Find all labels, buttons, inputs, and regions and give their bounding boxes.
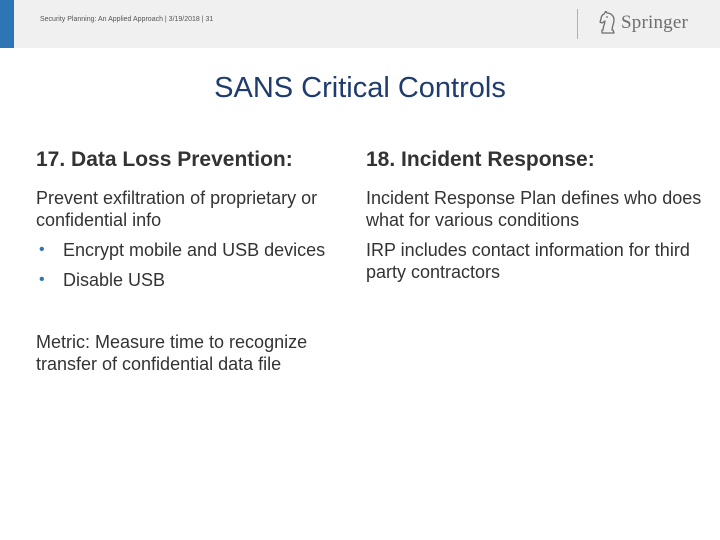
accent-bar xyxy=(0,0,14,48)
left-heading: 17. Data Loss Prevention: xyxy=(36,148,293,171)
logo-text: Springer xyxy=(621,12,689,33)
bullet-text: Disable USB xyxy=(63,270,166,290)
bullet-text: Encrypt mobile and USB devices xyxy=(63,240,326,260)
right-para-1: Incident Response Plan defines who does what for various conditions xyxy=(366,188,702,230)
metric-text: Metric: Measure time to recognize transfer of confidential data file xyxy=(36,332,308,374)
left-column xyxy=(36,148,356,375)
springer-logo xyxy=(598,9,688,37)
right-heading: 18. Incident Response: xyxy=(366,148,595,171)
header-divider xyxy=(577,9,578,39)
list-item xyxy=(36,239,356,261)
header-citation: Security Planning: An Applied Approach | 3/19/2018 | 31 xyxy=(40,16,214,23)
bullet-list xyxy=(36,239,356,291)
slide-title: SANS Critical Controls xyxy=(214,72,506,104)
left-intro: Prevent exfiltration of proprietary or confidential info xyxy=(36,188,318,230)
bullet-icon: • xyxy=(39,271,45,288)
chess-knight-icon xyxy=(598,11,618,35)
right-para-2: IRP includes contact information for third party contractors xyxy=(366,240,690,282)
right-column xyxy=(366,148,706,283)
bullet-icon: • xyxy=(39,241,45,258)
list-item xyxy=(36,269,356,291)
